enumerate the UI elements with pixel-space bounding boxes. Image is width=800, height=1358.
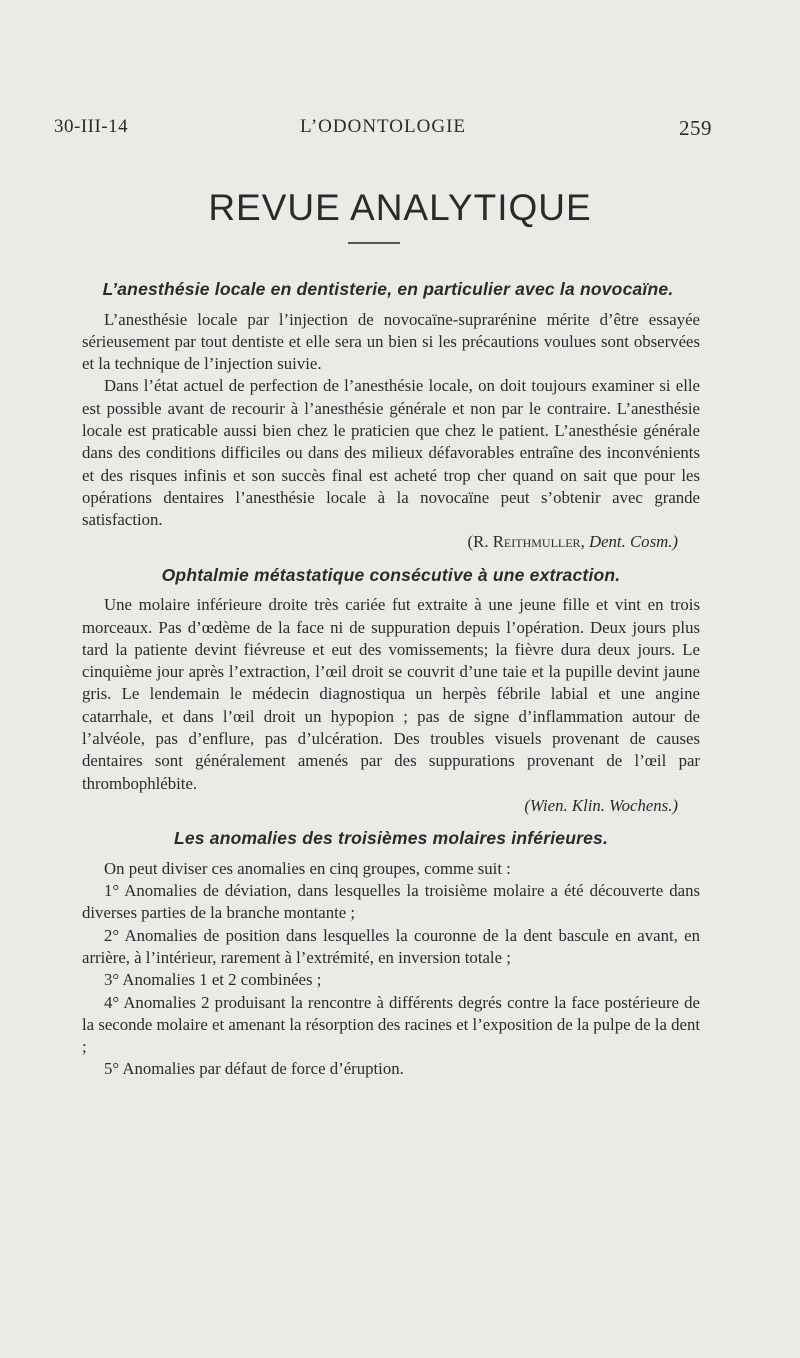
source-citation	[82, 531, 700, 553]
page-number: 259	[679, 116, 712, 140]
paragraph: Dans l’état actuel de perfection de l’anesthésie locale, on doit toujours examiner si elle est possible avant de recourir à l’anesthésie générale et non par le contraire. L’anesthésie locale est praticable aussi bien chez le praticien que chez le patient. L’anesthésie générale dans des conditions difficiles ou dans des milieux défavorables entraîne des inconvénients et des risques infinis et son succès final est acheté trop cher quand on sait que pour les opérations dentaires l’anesthésie locale à la novocaïne peut s’obtenir avec grande satisfaction.	[82, 376, 700, 530]
article-body	[82, 278, 700, 1081]
paragraph: On peut diviser ces anomalies en cinq groupes, comme suit :	[104, 858, 511, 878]
section-heading-molars: Les anomalies des troisièmes molaires inférieures.	[173, 828, 609, 849]
list-item: 3° Anomalies 1 et 2 combinées ;	[104, 970, 322, 990]
source-citation	[82, 795, 700, 817]
citation-author: (R. Reithmuller,	[467, 532, 585, 552]
journal-name: L’ODONTOLOGIE	[299, 116, 467, 137]
list-item: 1° Anomalies de déviation, dans lesquelles la troisième molaire a été découverte dans diverses parties de la branche montante ;	[82, 881, 700, 923]
running-header	[54, 112, 712, 142]
citation-journal: Dent. Cosm.)	[588, 532, 678, 552]
section-heading-ophthalmia: Ophtalmie métastatique consécutive à une extraction.	[161, 564, 621, 585]
citation-journal: (Wien. Klin. Wochens.)	[524, 795, 678, 815]
title-rule	[348, 242, 400, 244]
paragraph: Une molaire inférieure droite très cariée fut extraite à une jeune fille et vint en trois morceaux. Pas d’œdème de la face ni de suppuration depuis l’opération. Deux jours plus tard la patiente devint fiévreuse et eut des vomissements; la fièvre dura deux jours. Le cinquième jour après l’extraction, l’œil droit se couvrit d’une taie et la pupille devint jaune gris. Le lendemain le médecin diagnostiqua un herpès fébrile labial et une angine catarrhale, et dans l’œil droit un hypopion ; pas de signe d’inflammation autour de l’alvéole, pas d’enflure, pas d’ulcération. Des troubles visuels provenant de causes dentaires sont généralement amenés par des suppurations provenant de l’œil par thrombophlébite.	[82, 595, 700, 793]
issue-date: 30-III-14	[54, 116, 129, 137]
list-item: 2° Anomalies de position dans lesquelles la couronne de la dent bascule en avant, en arrière, à l’intérieur, rarement à l’extrémité, en inversion totale ;	[82, 925, 700, 967]
page-title: REVUE ANALYTIQUE	[208, 187, 592, 228]
paragraph: L’anesthésie locale par l’injection de novocaïne-suprarénine mérite d’être essayée sérieusement par tout dentiste et elle sera un bien si les précautions voulues sont observées et la technique de l’injection suivie.	[82, 309, 700, 374]
list-item: 4° Anomalies 2 produisant la rencontre à différents degrés contre la face postérieure de la seconde molaire et amenant la résorption des racines et l’exposition de la pulpe de la dent ;	[82, 992, 700, 1057]
section-heading-anesthesia: L’anesthésie locale en dentisterie, en particulier avec la novocaïne.	[102, 279, 674, 299]
list-item: 5° Anomalies par défaut de force d’éruption.	[104, 1059, 404, 1079]
